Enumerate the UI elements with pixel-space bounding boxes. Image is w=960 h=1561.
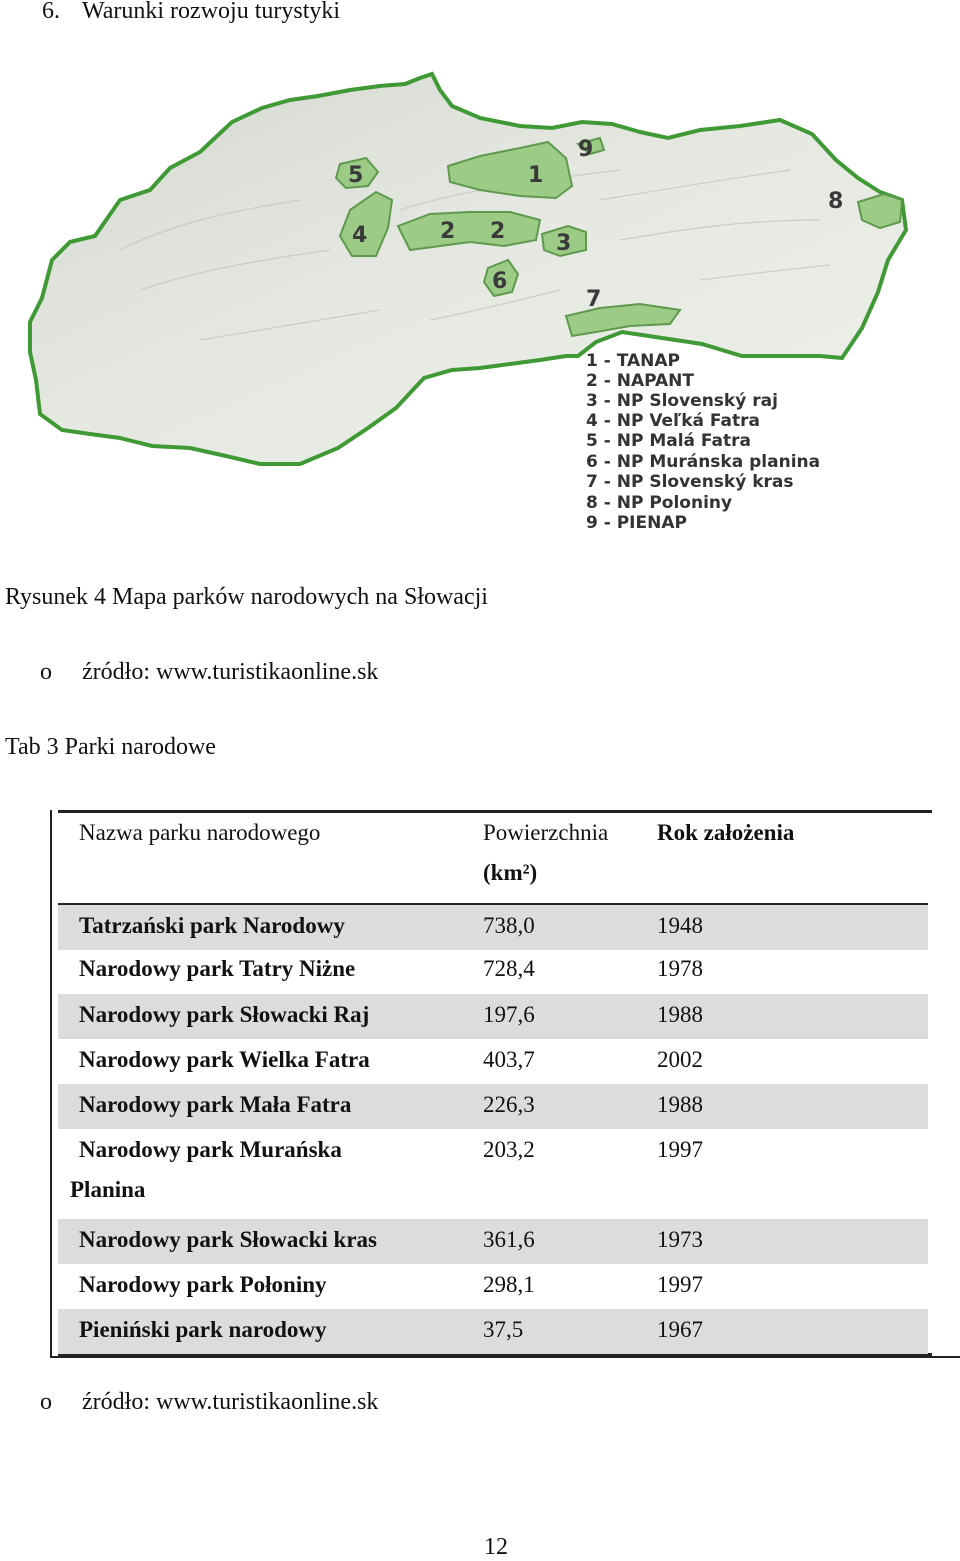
header-name: Nazwa parku narodowego bbox=[79, 820, 321, 845]
park-area: 728,4 bbox=[483, 956, 535, 981]
table-row bbox=[58, 1039, 928, 1084]
park-label-4: 4 bbox=[352, 223, 368, 248]
park-area: 738,0 bbox=[483, 913, 535, 938]
section-heading bbox=[42, 0, 340, 25]
park-label-8: 8 bbox=[828, 189, 844, 214]
park-year: 1988 bbox=[657, 1002, 703, 1027]
park-label-6: 6 bbox=[492, 269, 508, 294]
source-link-text: źródło: www.turistikaonline.sk bbox=[82, 1389, 379, 1415]
table-row bbox=[58, 1264, 928, 1309]
park-name: Pieniński park narodowy bbox=[79, 1317, 327, 1342]
source-note bbox=[40, 659, 378, 686]
slovakia-parks-map bbox=[0, 60, 960, 560]
legend-item: 3 - NP Slovenský raj bbox=[586, 391, 778, 411]
legend-item: 4 - NP Veľká Fatra bbox=[586, 411, 761, 431]
park-label-7: 7 bbox=[586, 287, 602, 312]
park-area: 361,6 bbox=[483, 1227, 535, 1252]
park-year: 1973 bbox=[657, 1227, 703, 1252]
legend-item: 6 - NP Muránska planina bbox=[586, 452, 821, 472]
park-area: 37,5 bbox=[483, 1317, 524, 1342]
park-name: Narodowy park Tatry Niżne bbox=[79, 956, 356, 981]
park-label-3: 3 bbox=[556, 231, 572, 256]
park-area: 298,1 bbox=[483, 1272, 535, 1297]
header-year: Rok założenia bbox=[657, 820, 795, 845]
park-year: 2002 bbox=[657, 1047, 703, 1072]
section-title: Warunki rozwoju turystyki bbox=[82, 0, 341, 24]
table-row bbox=[58, 1084, 928, 1129]
park-label-1: 1 bbox=[528, 163, 544, 188]
legend-item: 2 - NAPANT bbox=[586, 371, 694, 391]
page-number: 12 bbox=[484, 1534, 508, 1560]
legend-item: 9 - PIENAP bbox=[586, 513, 687, 533]
table-row bbox=[58, 1129, 928, 1174]
park-year: 1997 bbox=[657, 1137, 703, 1162]
map-svg bbox=[0, 60, 960, 560]
table-row bbox=[58, 994, 928, 1039]
table-header-row bbox=[58, 812, 928, 857]
table-row bbox=[58, 1219, 928, 1264]
park-name: Narodowy park Słowacki Raj bbox=[79, 1002, 370, 1027]
park-year: 1967 bbox=[657, 1317, 703, 1342]
header-area: Powierzchnia bbox=[483, 820, 609, 845]
park-name: Tatrzański park Narodowy bbox=[79, 913, 345, 938]
source-link-text: źródło: www.turistikaonline.sk bbox=[82, 659, 379, 685]
park-name: Narodowy park Mała Fatra bbox=[79, 1092, 352, 1117]
section-number: 6. bbox=[42, 0, 60, 24]
legend-item: 7 - NP Slovenský kras bbox=[586, 472, 794, 492]
source-note bbox=[40, 1389, 378, 1416]
table-row bbox=[58, 903, 928, 950]
park-area: 226,3 bbox=[483, 1092, 535, 1117]
park-name-continuation: Planina bbox=[70, 1177, 146, 1202]
figure-caption: Rysunek 4 Mapa parków narodowych na Słowacji bbox=[5, 584, 488, 610]
park-area: 403,7 bbox=[483, 1047, 535, 1072]
legend-item: 5 - NP Malá Fatra bbox=[586, 431, 752, 451]
map-legend bbox=[586, 351, 820, 533]
park-name: Narodowy park Słowacki kras bbox=[79, 1227, 377, 1252]
park-area: 197,6 bbox=[483, 1002, 535, 1027]
park-name: Narodowy park Murańska bbox=[79, 1137, 342, 1162]
park-year: 1988 bbox=[657, 1092, 703, 1117]
park-label-9: 9 bbox=[578, 137, 594, 162]
legend-item: 1 - TANAP bbox=[586, 351, 680, 371]
park-year: 1978 bbox=[657, 956, 703, 981]
park-label-2a: 2 bbox=[440, 219, 456, 244]
header-area-unit: (km²) bbox=[483, 860, 538, 885]
park-label-2b: 2 bbox=[490, 219, 506, 244]
park-area: 203,2 bbox=[483, 1137, 535, 1162]
park-year: 1948 bbox=[657, 913, 703, 938]
park-name: Narodowy park Połoniny bbox=[79, 1272, 327, 1297]
park-year: 1997 bbox=[657, 1272, 703, 1297]
legend-item: 8 - NP Poloniny bbox=[586, 493, 733, 513]
park-label-5: 5 bbox=[348, 163, 364, 188]
bullet: o bbox=[40, 1389, 52, 1415]
park-name: Narodowy park Wielka Fatra bbox=[79, 1047, 370, 1072]
bullet: o bbox=[40, 659, 52, 685]
table-row bbox=[58, 1309, 928, 1354]
table-title: Tab 3 Parki narodowe bbox=[5, 734, 216, 760]
table-row bbox=[58, 948, 928, 993]
